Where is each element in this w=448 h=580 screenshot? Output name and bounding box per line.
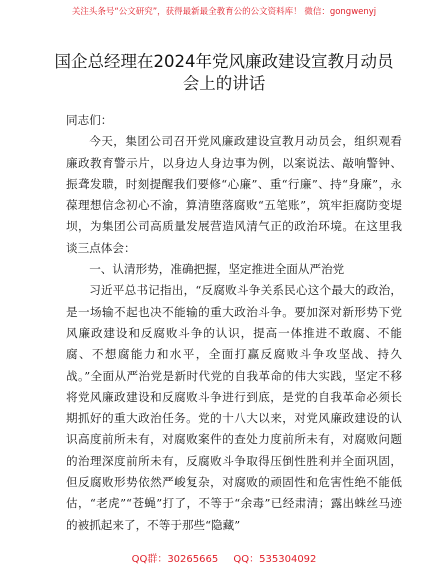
qq-group-label: QQ群：30265665	[131, 554, 219, 565]
title-line-1: 国企总经理在2024年党风廉政建设宣教月动员	[54, 52, 394, 71]
paragraph-section-1: 习近平总书记指出，“反腐败斗争关系民心这个最大的政治，是一场输不起也决不能输的重大政治斗争。要加深对新形势下党风廉政建设和反腐败斗争的认识，提高一体推进不敢腐、不能腐、不想腐能力和水平，全面打赢反腐败斗争攻坚战、持久战。”全面从严治党是新时代党的自我革命的伟大实践，坚定不移将党风廉政建设和反腐败斗争进行到底，是党的自我革命必须长期抓好的重大政治任务。党的十八大以来，对党风廉政建设的认识高度前所未有，对腐败案件的查处力度前所未有，对腐败问题的治理深度前所未有，反腐败斗争取得压倒性胜利并全面巩固，但反腐败形势依然严峻复杂，对腐败的顽固性和危害性绝不能低估，“老虎”“苍蝇”打了，不等于“余毒”已经肃清；露出蛛丝马迹的被抓起来了，不等于那些“隐藏”	[66, 283, 402, 532]
section-heading-1: 一、认清形势，准确把握，坚定推进全面从严治党	[89, 262, 345, 277]
document-body	[66, 110, 402, 536]
qq-label: QQ：535304092	[233, 554, 317, 565]
document-title	[30, 51, 418, 95]
salutation: 同志们：	[66, 113, 113, 127]
paragraph-intro: 今天，集团公司召开党风廉政建设宣教月动员会，组织观看廉政教育警示片，以身边人身边事为例，以案说法、敲响警钟、振聋发聩，时刻提醒我们要修“心廉”、重“行廉”、持“身廉”，永葆理想信念初心不渝，算清堕落腐败“五笔账”，筑牢拒腐防变堤坝，为集团公司高质量发展营造风清气正的政治环境。在这里我谈三点体会：	[66, 134, 402, 255]
title-line-2: 会上的讲话	[182, 74, 266, 93]
contact-footer	[0, 553, 448, 567]
promo-banner: 关注头条号“公文研究”，获得最新最全教育公的公文资料库！ 微信：gongwenyj	[71, 7, 377, 17]
